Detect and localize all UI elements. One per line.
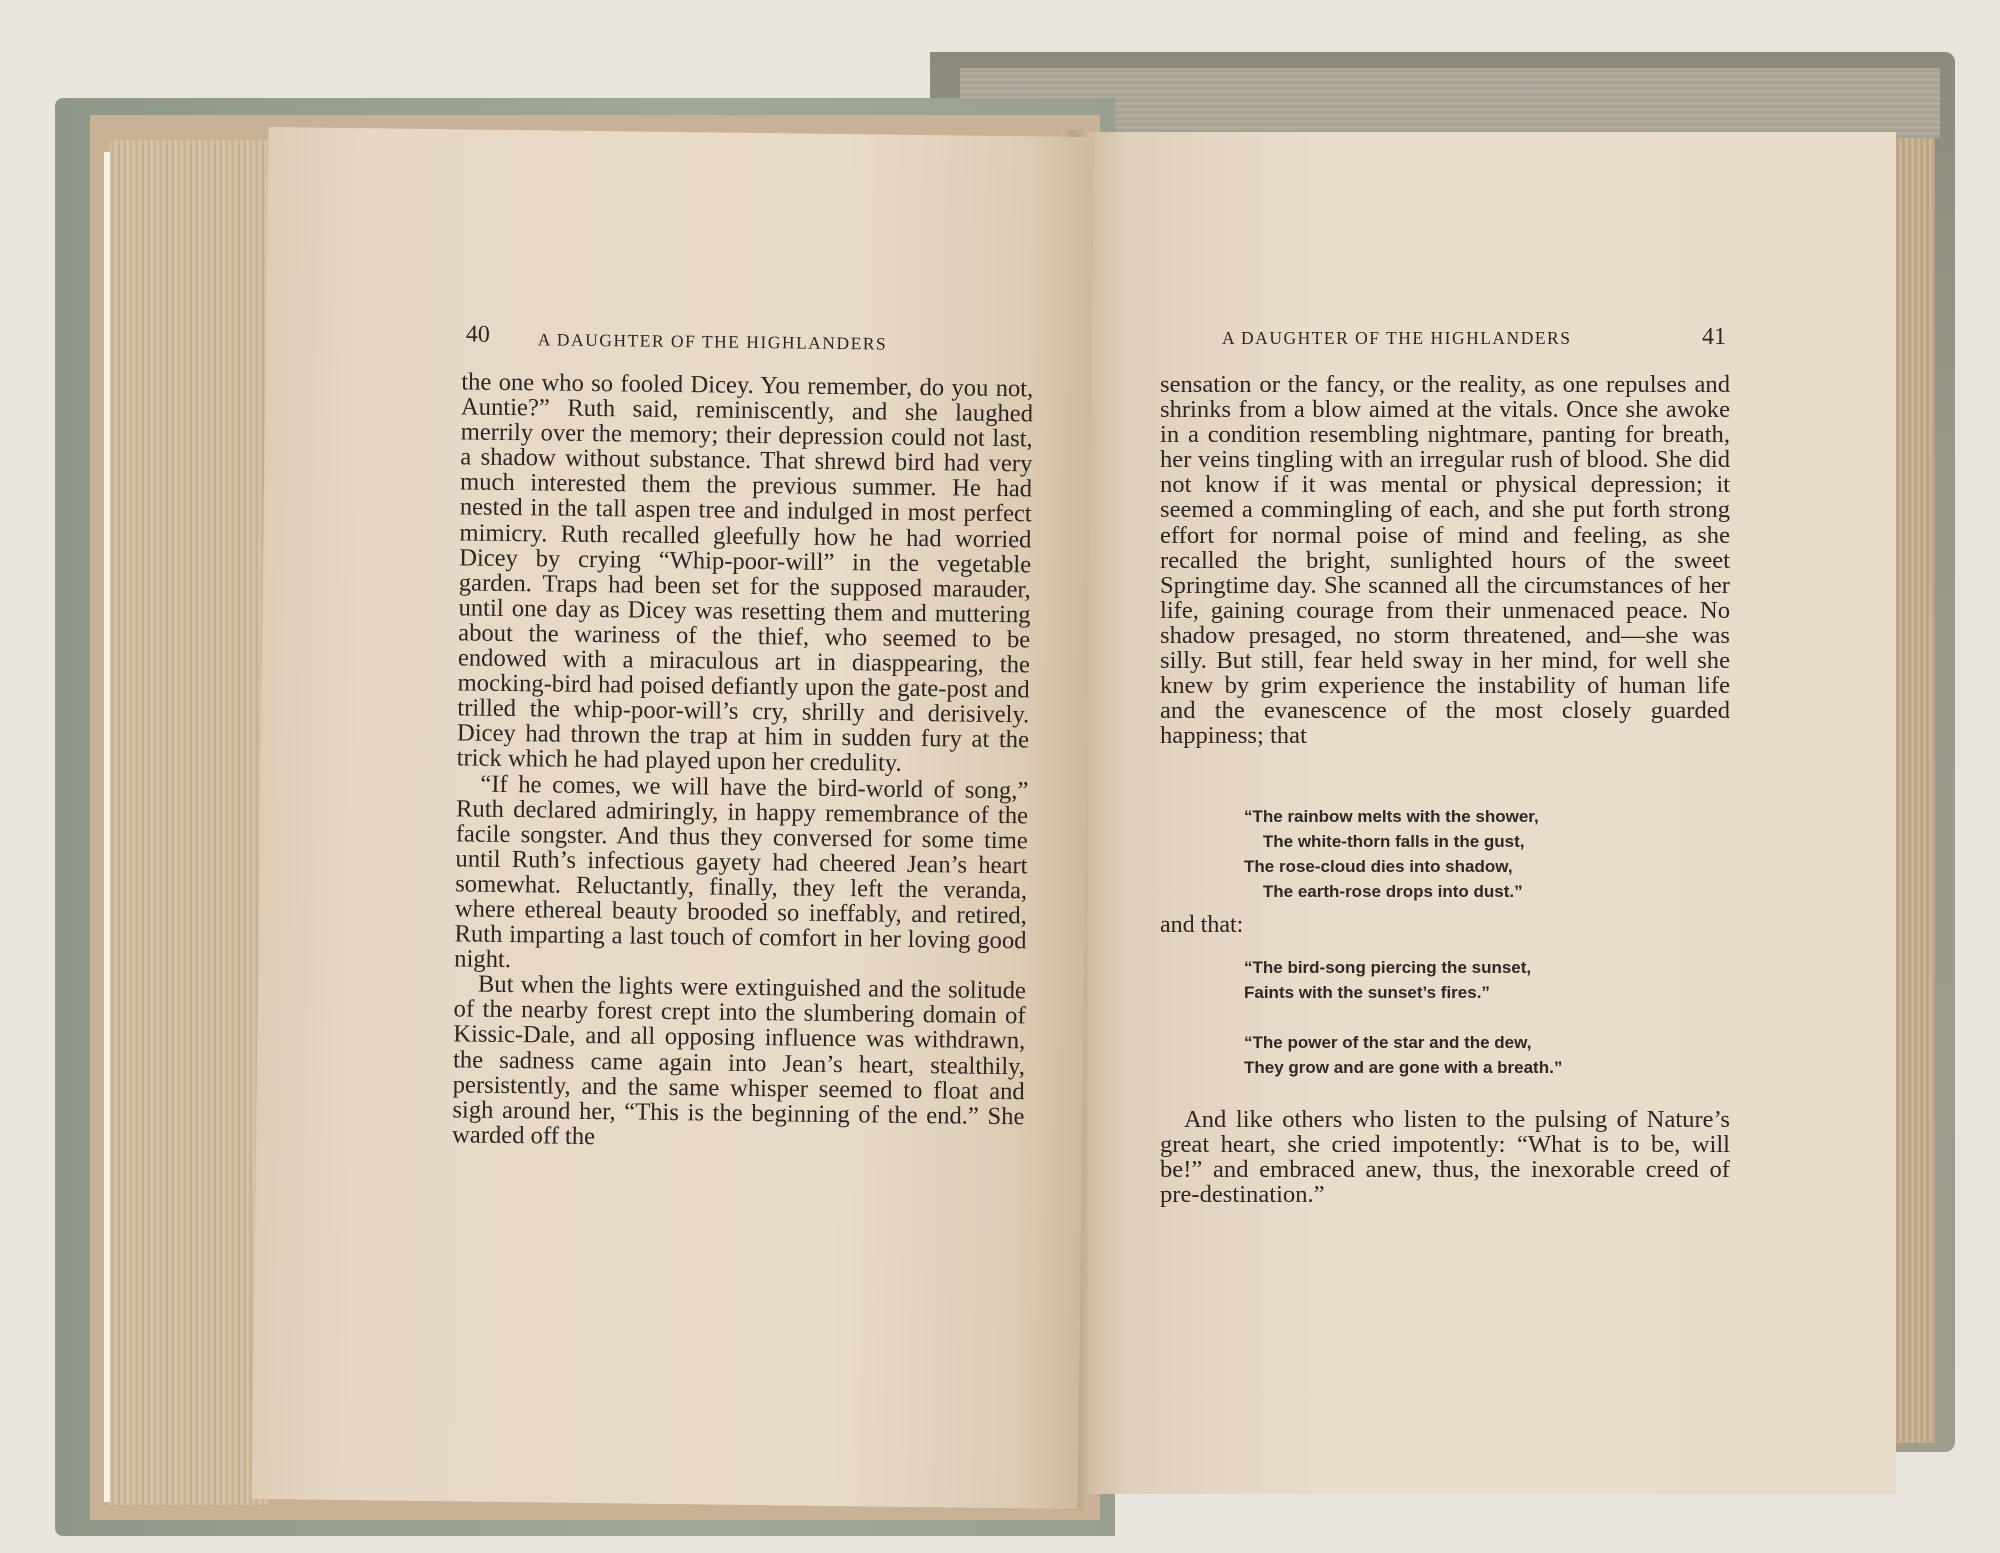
paragraph: And like others who listen to the pulsing of Nature’s great heart, she cried impotently: “What is to be, will be!” and embraced anew, thus, the inexorable creed of pre-destination.” — [1160, 1106, 1730, 1209]
paragraph: sensation or the fancy, or the reality, as one repulses and shrinks from a blow aimed at the vitals. Once she awoke in a condition resembling nightmare, panting for breath, her veins tingling with an irregular rush of blood. She did not know if it was mental or physical depression; it seemed a commingling of each, and she put forth strong effort for normal poise of mind and feeling, as she recalled the bright, sunlighted hours of the sweet Springtime day. She scanned all the circumstances of her life, gaining courage from their unmenaced peace. No shadow presaged, no storm threatened, and—she was silly. But still, fear held sway in her mind, for well she knew by grim experience the instability of human life and the evanescence of the most closely guarded happiness; that — [1160, 371, 1730, 750]
running-head-left: A DAUGHTER OF THE HIGHLANDERS — [537, 329, 888, 354]
poem-bird-song: “The bird-song piercing the sunset, Faints with the sunset’s fires.” — [1244, 958, 1532, 1002]
poem-star-dew: “The power of the star and the dew, They grow and are gone with a breath.” — [1244, 1033, 1563, 1077]
page-number-right: 41 — [1702, 324, 1726, 350]
paragraph: the one who so fooled Dicey. You remember, do you not, Auntie?” Ruth said, reminiscently, and she laughed merrily over the memory; their depression could not last, a shadow without substance. That shrewd bird had very much interested them the previous summer. He had nested in the tall aspen tree and indulged in most perfect mimicry. Ruth recalled gleefully how he had worried Dicey by crying “Whip-poor-will” in the vegetable garden. Traps had been set for the supposed marauder, until one day as Dicey was resetting them and muttering about the wariness of the thief, who seemed to be endowed with a miraculous art in diasppearing, the mocking-bird had poised defiantly upon the gate-post and trilled the whip-poor-will’s cry, shrilly and derisively. Dicey had thrown the trap at him in sudden fury at the trick which he had played upon her credulity. — [456, 368, 1034, 778]
body-text-right-top — [1160, 372, 1730, 748]
page-stack-right — [1895, 138, 1935, 1443]
right-page — [1072, 132, 1896, 1494]
left-page — [252, 127, 1095, 1509]
running-head-right: A DAUGHTER OF THE HIGHLANDERS — [1222, 328, 1572, 348]
poem-rainbow: “The rainbow melts with the shower, The white-thorn falls in the gust, The rose-cloud dies into shadow, The earth-rose drops into dust.” — [1244, 807, 1539, 901]
paragraph: “If he comes, we will have the bird-world of song,” Ruth declared admiringly, in happy remembrance of the facile songster. And thus they conversed for some time until Ruth’s infectious gayety had cheered Jean’s heart somewhat. Reluctantly, finally, they left the veranda, where ethereal beauty brooded so ineffably, and retired, Ruth imparting a last touch of comfort in her loving good night. — [454, 770, 1029, 974]
page-stack-left — [110, 140, 270, 1505]
and-that-text: and that: — [1160, 912, 1244, 938]
paragraph: But when the lights were extinguished and the solitude of the nearby forest crept into the slumbering domain of Kissic-Dale, and all opposing influence was withdrawn, the sadness came again into Jean’s heart, stealthily, persistently, and the same whisper seemed to float and sigh around her, “This is the beginning of the end.” She warded off the — [451, 970, 1027, 1150]
page-number-left: 40 — [465, 321, 491, 348]
body-text-left — [452, 369, 1033, 1154]
body-text-right-bottom — [1160, 1107, 1730, 1207]
